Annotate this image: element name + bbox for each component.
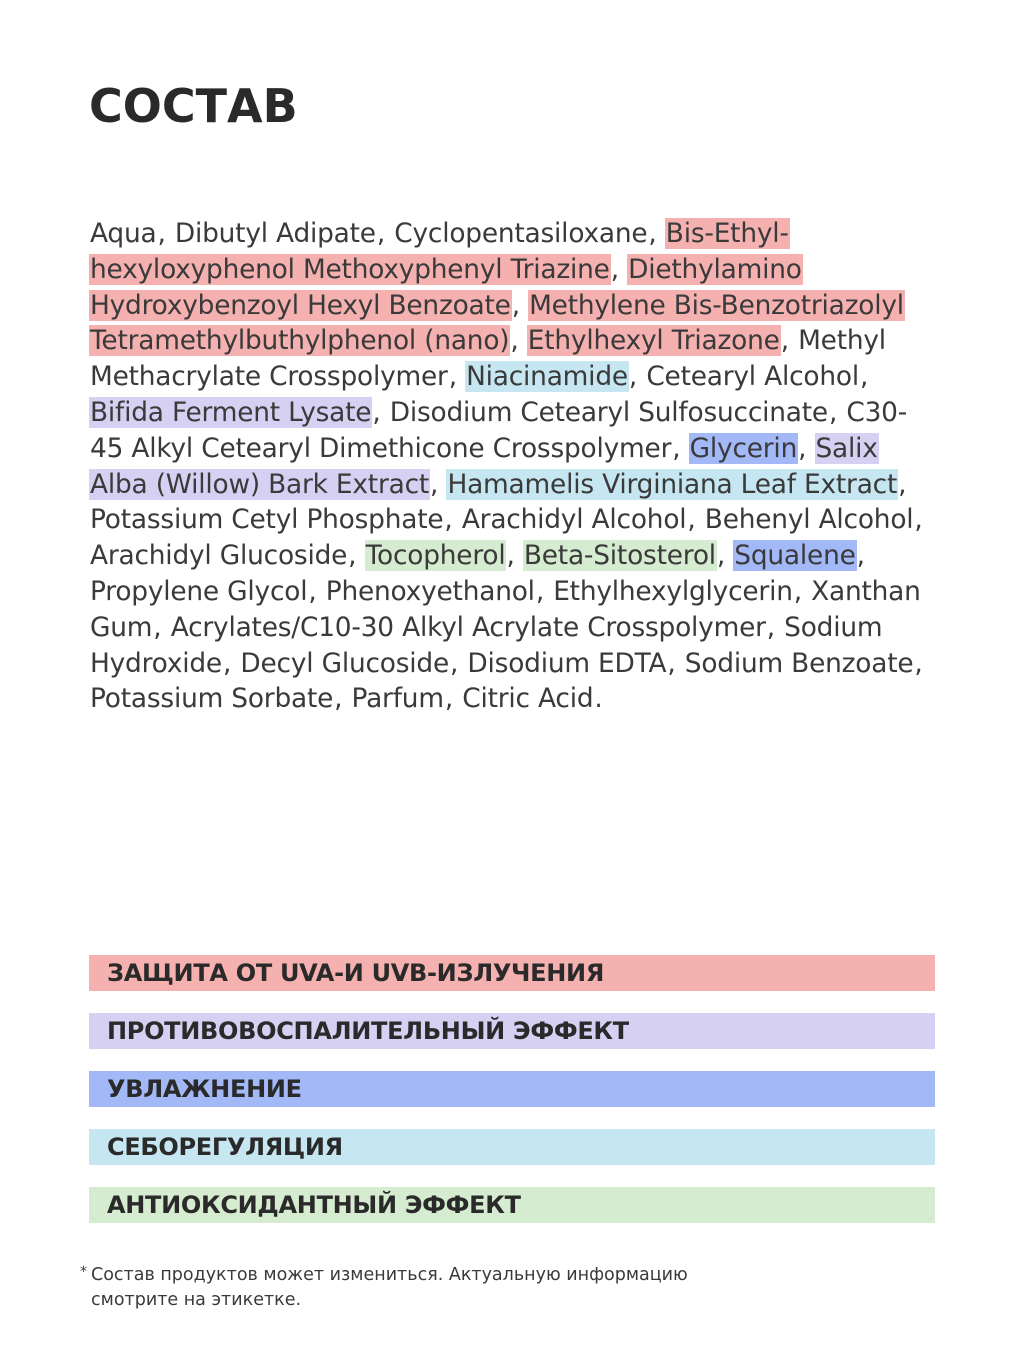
ingredient: C30-45 Alkyl Cetearyl Dimethicone Crosspolymer xyxy=(90,396,908,464)
ingredient: Disodium EDTA xyxy=(467,647,667,679)
ingredient: Cetearyl Alcohol xyxy=(646,361,859,393)
ingredient: Salix Alba (Willow) Bark Extract xyxy=(90,432,878,500)
ingredient: Potassium Cetyl Phosphate xyxy=(90,504,444,536)
page-title: СОСТАВ xyxy=(89,79,298,133)
ingredient: Sodium Benzoate xyxy=(684,647,914,679)
ingredient: Hamamelis Virginiana Leaf Extract xyxy=(447,468,898,500)
ingredient: Diethylamino Hydroxybenzoyl Hexyl Benzoate xyxy=(90,253,802,321)
ingredient: Bis-Ethyl-hexyloxyphenol Methoxyphenyl Triazine xyxy=(90,218,789,285)
ingredient: Xanthan Gum xyxy=(90,575,921,643)
ingredient: Aqua xyxy=(90,218,157,249)
ingredient: Ethylhexylglycerin xyxy=(553,575,793,607)
ingredient: Beta-Sitosterol xyxy=(523,540,716,572)
ingredient: Sodium Hydroxide xyxy=(90,611,883,679)
legend-item-uv: ЗАЩИТА ОТ UVA-И UVB-ИЗЛУЧЕНИЯ xyxy=(89,955,935,991)
legend xyxy=(89,955,935,1245)
footnote-asterisk: * xyxy=(80,1264,87,1280)
ingredient: Acrylates/C10-30 Alkyl Acrylate Crosspolymer xyxy=(170,611,766,643)
legend-item-anti: ПРОТИВОВОСПАЛИТЕЛЬНЫЙ ЭФФЕКТ xyxy=(89,1013,935,1049)
ingredient: Ethylhexyl Triazone xyxy=(527,325,780,357)
ingredient: Squalene xyxy=(734,540,856,572)
ingredient: Decyl Glucoside xyxy=(240,647,449,679)
ingredient: Arachidyl Alcohol xyxy=(461,504,687,536)
ingredient: Bifida Ferment Lysate xyxy=(90,396,372,428)
ingredient: Behenyl Alcohol xyxy=(704,504,914,536)
ingredient: Citric Acid xyxy=(462,683,594,715)
ingredient: Parfum xyxy=(351,683,444,715)
legend-item-antiox: АНТИОКСИДАНТНЫЙ ЭФФЕКТ xyxy=(89,1187,935,1223)
legend-item-sebo: СЕБОРЕГУЛЯЦИЯ xyxy=(89,1129,935,1165)
ingredient: Methylene Bis-Benzotriazolyl Tetramethylbuthylphenol (nano) xyxy=(90,289,904,357)
ingredient: Dibutyl Adipate xyxy=(174,218,376,249)
legend-item-moist: УВЛАЖНЕНИЕ xyxy=(89,1071,935,1107)
ingredient: Cyclopentasiloxane xyxy=(394,218,648,249)
footnote xyxy=(80,1263,780,1313)
ingredient: Glycerin xyxy=(689,432,798,464)
ingredient: Potassium Sorbate xyxy=(90,683,334,715)
ingredient: Tocopherol xyxy=(365,540,506,572)
footnote-text: Состав продуктов может измениться. Актуальную информацию смотрите на этикетке. xyxy=(91,1265,688,1310)
ingredient: Arachidyl Glucoside xyxy=(90,540,348,572)
ingredient: Phenoxyethanol xyxy=(325,575,535,607)
ingredient: Disodium Cetearyl Sulfosuccinate xyxy=(389,396,828,428)
ingredient: Niacinamide xyxy=(466,361,628,393)
ingredient: Methyl Methacrylate Crosspolymer xyxy=(90,325,886,393)
ingredient: Propylene Glycol xyxy=(90,575,308,607)
ingredients-list: Aqua, Dibutyl Adipate, Cyclopentasiloxane, Bis-Ethyl-hexyloxyphenol Methoxyphenyl Triazine, Diethylamino Hydroxybenzoyl Hexyl Benzoate, Methylene Bis-Benzotriazolyl Tetramethylbuthylphenol (nano), Ethylhexyl Triazone, Methyl Methacrylate Crosspolymer, Niacinamide, Cetearyl Alcohol, Bifida Ferment Lysate, Disodium Cetearyl Sulfosuccinate, C30-45 Alkyl Cetearyl Dimethicone Crosspolymer, Glycerin, Salix Alba (Willow) Bark Extract, Hamamelis Virginiana Leaf Extract, Potassium Cetyl Phosphate, Arachidyl Alcohol, Behenyl Alcohol, Arachidyl Glucoside, Tocopherol, Beta-Sitosterol, Squalene, Propylene Glycol, Phenoxyethanol, Ethylhexylglycerin, Xanthan Gum, Acrylates/C10-30 Alkyl Acrylate Crosspolymer, Sodium Hydroxide, Decyl Glucoside, Disodium EDTA, Sodium Benzoate, Potassium Sorbate, Parfum, Citric Acid. xyxy=(90,218,923,715)
